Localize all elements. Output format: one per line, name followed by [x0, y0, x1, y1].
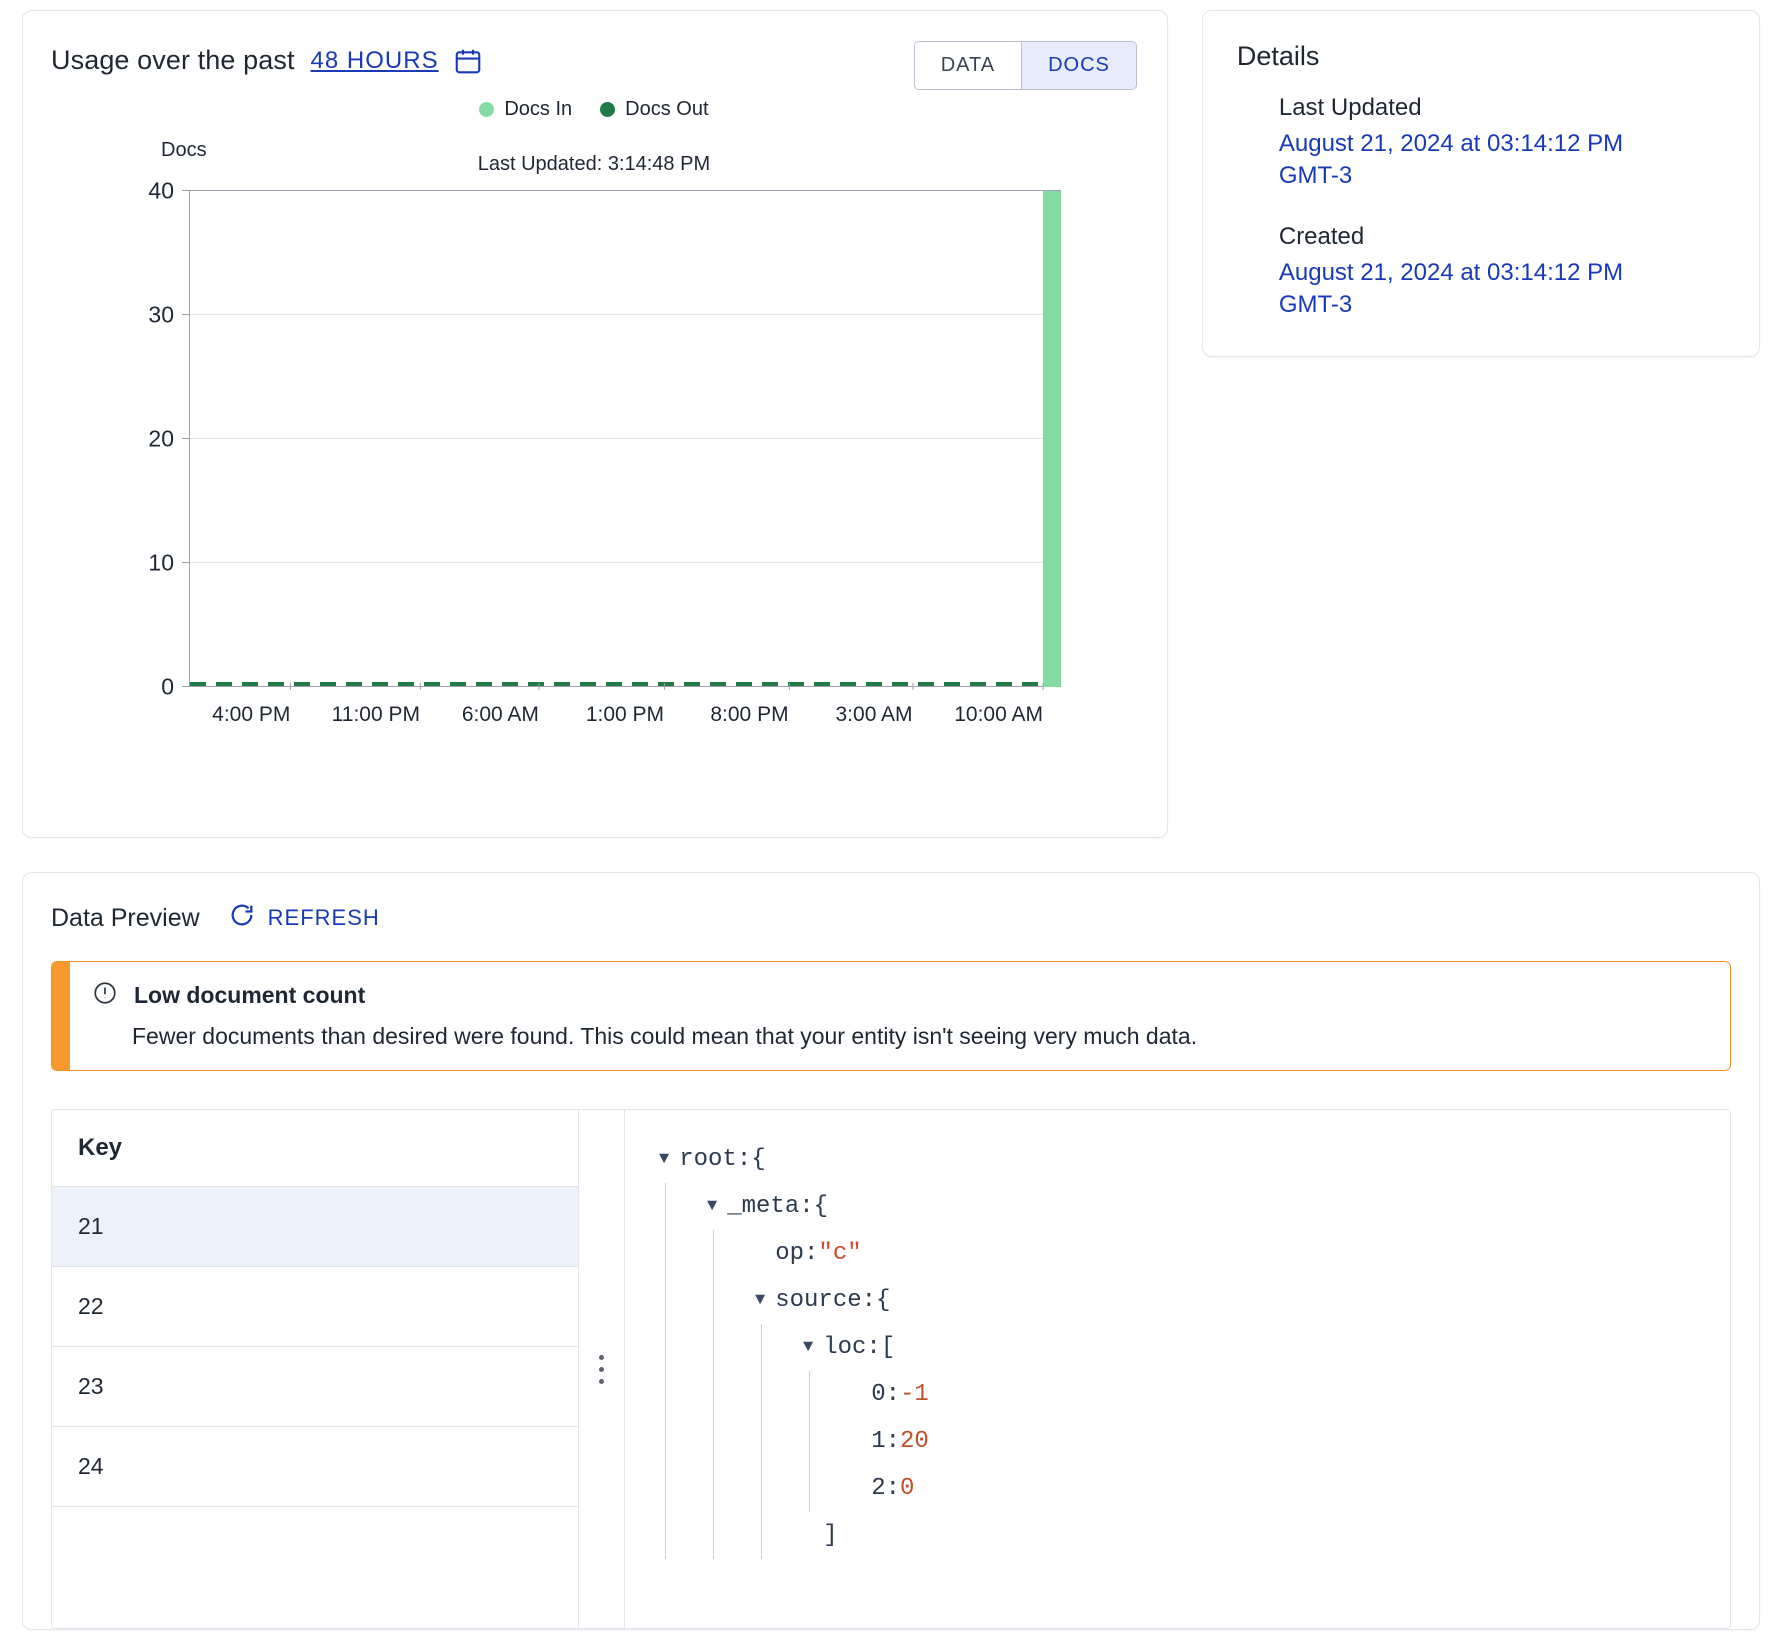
- data-preview-header: [51, 901, 1731, 935]
- data-docs-toggle[interactable]: [914, 41, 1137, 90]
- details-title: Details: [1236, 41, 1320, 71]
- table-row[interactable]: 21: [52, 1187, 578, 1267]
- legend-item-docs-out: [600, 98, 708, 121]
- key-column-header: Key: [52, 1110, 578, 1187]
- low-document-count-alert: [51, 961, 1731, 1071]
- json-separator: :: [885, 1475, 901, 1502]
- chart-y-tick-label: 30: [148, 301, 174, 328]
- json-indent-guide: [755, 1418, 803, 1465]
- chart-x-tick-label: 11:00 PM: [332, 703, 420, 727]
- json-node[interactable]: [659, 1324, 1730, 1371]
- legend-swatch-docs-out: [600, 102, 615, 117]
- chart-y-tick: [182, 314, 190, 315]
- usage-chart: [51, 139, 1137, 749]
- chart-gridline: [190, 314, 1061, 315]
- json-indent-guide: [755, 1465, 803, 1512]
- json-indent-guide: [755, 1512, 803, 1559]
- json-value: "c": [818, 1240, 862, 1267]
- chart-x-tick: [913, 683, 914, 690]
- chart-y-tick-label: 10: [148, 549, 174, 576]
- json-indent-guide: [803, 1418, 851, 1465]
- json-key: 1: [871, 1428, 886, 1455]
- details-item-created: [1279, 223, 1727, 322]
- chart-bar: [1043, 191, 1061, 687]
- chart-gridline: [190, 190, 1061, 191]
- top-row: [22, 10, 1760, 838]
- chart-x-tick-label: 4:00 PM: [212, 703, 290, 727]
- details-label: Created: [1278, 222, 1365, 250]
- chart-x-axis: [189, 703, 1061, 731]
- chevron-down-icon[interactable]: ▼: [659, 1150, 670, 1169]
- chart-gridline: [190, 562, 1061, 563]
- json-indent-guide: [707, 1371, 755, 1418]
- json-separator: :: [736, 1146, 752, 1173]
- json-key: 0: [871, 1381, 886, 1408]
- json-indent-guide: [659, 1465, 707, 1512]
- warning-circle-icon: [92, 980, 118, 1011]
- json-indent-guide: [755, 1324, 803, 1371]
- details-card: [1202, 10, 1760, 357]
- details-item-last-updated: [1279, 94, 1727, 193]
- chart-x-tick-label: 8:00 PM: [710, 703, 788, 727]
- json-indent-guide: [803, 1371, 851, 1418]
- legend-swatch-docs-in: [479, 102, 494, 117]
- details-value: August 21, 2024 at 03:14:12 PM GMT-3: [1278, 258, 1624, 319]
- json-value: ]: [823, 1522, 838, 1549]
- chart-x-tick: [664, 683, 665, 690]
- refresh-label: REFRESH: [267, 905, 380, 930]
- json-node[interactable]: [659, 1230, 1730, 1277]
- chart-legend: [51, 98, 1137, 121]
- chart-last-updated: Last Updated: 3:14:48 PM: [477, 153, 711, 175]
- chart-x-tick: [539, 683, 540, 690]
- chart-plot-area: [148, 177, 1061, 700]
- chevron-down-icon[interactable]: ▼: [707, 1197, 718, 1216]
- json-node[interactable]: [659, 1183, 1730, 1230]
- json-node[interactable]: [659, 1418, 1730, 1465]
- json-node[interactable]: [659, 1371, 1730, 1418]
- json-indent-guide: [659, 1277, 707, 1324]
- json-value: -1: [900, 1381, 929, 1408]
- chart-y-tick-label: 40: [148, 177, 174, 204]
- json-separator: :: [885, 1428, 901, 1455]
- resize-handle[interactable]: [579, 1110, 625, 1628]
- json-node[interactable]: [659, 1465, 1730, 1512]
- json-key: loc: [823, 1334, 867, 1361]
- json-indent-guide: [659, 1230, 707, 1277]
- chart-x-tick-label: 10:00 AM: [954, 703, 1043, 727]
- json-indent-guide: [659, 1183, 707, 1230]
- alert-body: [70, 962, 1217, 1070]
- chart-y-tick: [182, 562, 190, 563]
- details-label: Last Updated: [1278, 94, 1422, 121]
- tab-docs[interactable]: DOCS: [1021, 42, 1136, 89]
- json-separator: :: [861, 1287, 877, 1314]
- data-preview-title: Data Preview: [51, 903, 200, 932]
- chart-x-tick: [290, 683, 291, 690]
- usage-title: Usage over the past: [51, 45, 295, 75]
- chart-y-tick: [182, 438, 190, 439]
- json-indent-guide: [803, 1465, 851, 1512]
- json-indent-guide: [659, 1512, 707, 1559]
- json-value: {: [876, 1287, 891, 1314]
- json-value: {: [751, 1146, 766, 1173]
- chart-x-tick: [1043, 683, 1044, 690]
- data-preview-card: [22, 872, 1760, 1630]
- json-key: 2: [871, 1475, 886, 1502]
- chart-x-tick: [789, 683, 790, 690]
- alert-title: Low document count: [134, 982, 366, 1008]
- json-key: source: [775, 1287, 862, 1314]
- json-value: [: [880, 1334, 896, 1361]
- json-separator: :: [885, 1381, 901, 1408]
- usage-range-selector[interactable]: 48 HOURS: [310, 46, 439, 74]
- json-indent-guide: [707, 1512, 755, 1559]
- drag-dots-icon: [599, 1355, 604, 1384]
- json-key: root: [679, 1146, 737, 1173]
- chevron-down-icon[interactable]: ▼: [803, 1338, 814, 1357]
- json-node[interactable]: [659, 1136, 1730, 1183]
- json-node[interactable]: [659, 1277, 1730, 1324]
- chart-y-tick: [182, 190, 190, 191]
- table-row[interactable]: 22: [52, 1267, 578, 1347]
- chart-x-tick-label: 1:00 PM: [586, 703, 664, 727]
- json-viewer: [625, 1110, 1730, 1628]
- json-separator: :: [804, 1240, 819, 1267]
- calendar-icon[interactable]: [453, 46, 483, 76]
- json-separator: :: [866, 1334, 881, 1361]
- json-key: _meta: [727, 1193, 800, 1220]
- legend-item-docs-in: [479, 98, 572, 121]
- json-indent-guide: [659, 1324, 707, 1371]
- json-value: {: [813, 1193, 829, 1220]
- chart-x-tick: [420, 683, 421, 690]
- legend-label-docs-in: Docs In: [504, 98, 573, 120]
- json-indent-guide: [707, 1230, 755, 1277]
- chart-y-axis-title: Docs: [161, 139, 207, 161]
- refresh-button[interactable]: [228, 901, 380, 935]
- preview-table-area: [51, 1109, 1731, 1629]
- alert-text: Fewer documents than desired were found. This could mean that your entity isn't seeing very much data.: [132, 1023, 1198, 1049]
- chart-x-tick-label: 6:00 AM: [462, 703, 539, 727]
- json-indent-guide: [707, 1277, 755, 1324]
- json-indent-guide: [707, 1324, 755, 1371]
- json-indent-guide: [659, 1371, 707, 1418]
- chart-y-tick: [182, 686, 190, 687]
- json-separator: :: [799, 1193, 814, 1220]
- table-row[interactable]: 24: [52, 1427, 578, 1507]
- chart-y-tick-label: 20: [148, 425, 174, 452]
- table-row[interactable]: 23: [52, 1347, 578, 1427]
- json-indent-guide: [659, 1418, 707, 1465]
- json-indent-guide: [707, 1418, 755, 1465]
- chart-y-tick-label: 0: [161, 673, 174, 700]
- alert-header: [92, 980, 1197, 1011]
- json-indent-guide: [755, 1371, 803, 1418]
- chart-gridline: [190, 686, 1061, 687]
- json-value: 20: [900, 1428, 929, 1455]
- chevron-down-icon[interactable]: ▼: [755, 1291, 766, 1310]
- usage-chart-card: [22, 10, 1168, 838]
- chart-gridline: [190, 438, 1061, 439]
- details-value: August 21, 2024 at 03:14:12 PM GMT-3: [1278, 130, 1624, 190]
- refresh-icon: [228, 901, 256, 935]
- alert-accent-stripe: [52, 962, 70, 1070]
- chart-x-tick-label: 3:00 AM: [836, 703, 913, 727]
- json-indent-guide: [707, 1465, 755, 1512]
- legend-label-docs-out: Docs Out: [625, 98, 709, 120]
- json-key: op: [775, 1240, 805, 1267]
- json-value: 0: [900, 1475, 915, 1502]
- tab-data[interactable]: DATA: [915, 42, 1021, 89]
- key-column: [52, 1110, 579, 1628]
- json-node[interactable]: [659, 1512, 1730, 1559]
